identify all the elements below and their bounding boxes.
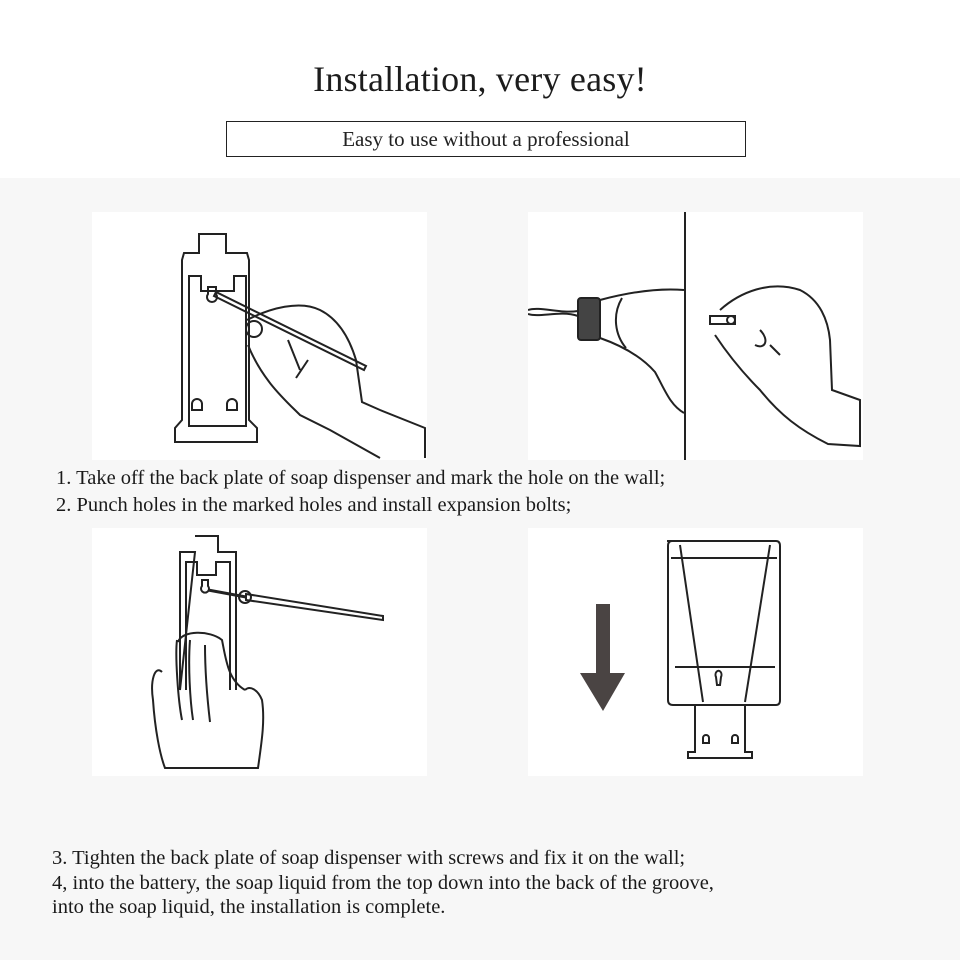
caption-step2: 2. Punch holes in the marked holes and install expansion bolts; [56,494,572,516]
back-plate-icon [688,705,752,758]
down-arrow-icon [580,604,625,711]
drill-icon [600,289,684,413]
step2-illustration [528,212,863,460]
caption-step1: 1. Take off the back plate of soap dispenser and mark the hole on the wall; [56,467,666,489]
caption-step4-line2: into the soap liquid, the installation is complete. [52,896,446,918]
caption-step4-line1: 4, into the battery, the soap liquid from the top down into the back of the groove, [52,872,714,894]
hand-icon [152,633,263,768]
subtitle-box: Easy to use without a professional [226,121,746,157]
expansion-bolt-icon [710,316,735,324]
page-title: Installation, very easy! [313,59,647,99]
step1-illustration [92,212,427,460]
caption-step3: 3. Tighten the back plate of soap dispenser with screws and fix it on the wall; [52,847,686,869]
drill-chuck-icon [578,298,600,340]
hand-icon [715,286,860,446]
step4-illustration [528,528,863,776]
hand-icon [247,305,425,458]
step3-illustration [92,528,427,776]
drill-bit-icon [528,309,578,316]
back-plate-icon [175,234,257,442]
screwdriver-icon [246,594,383,620]
